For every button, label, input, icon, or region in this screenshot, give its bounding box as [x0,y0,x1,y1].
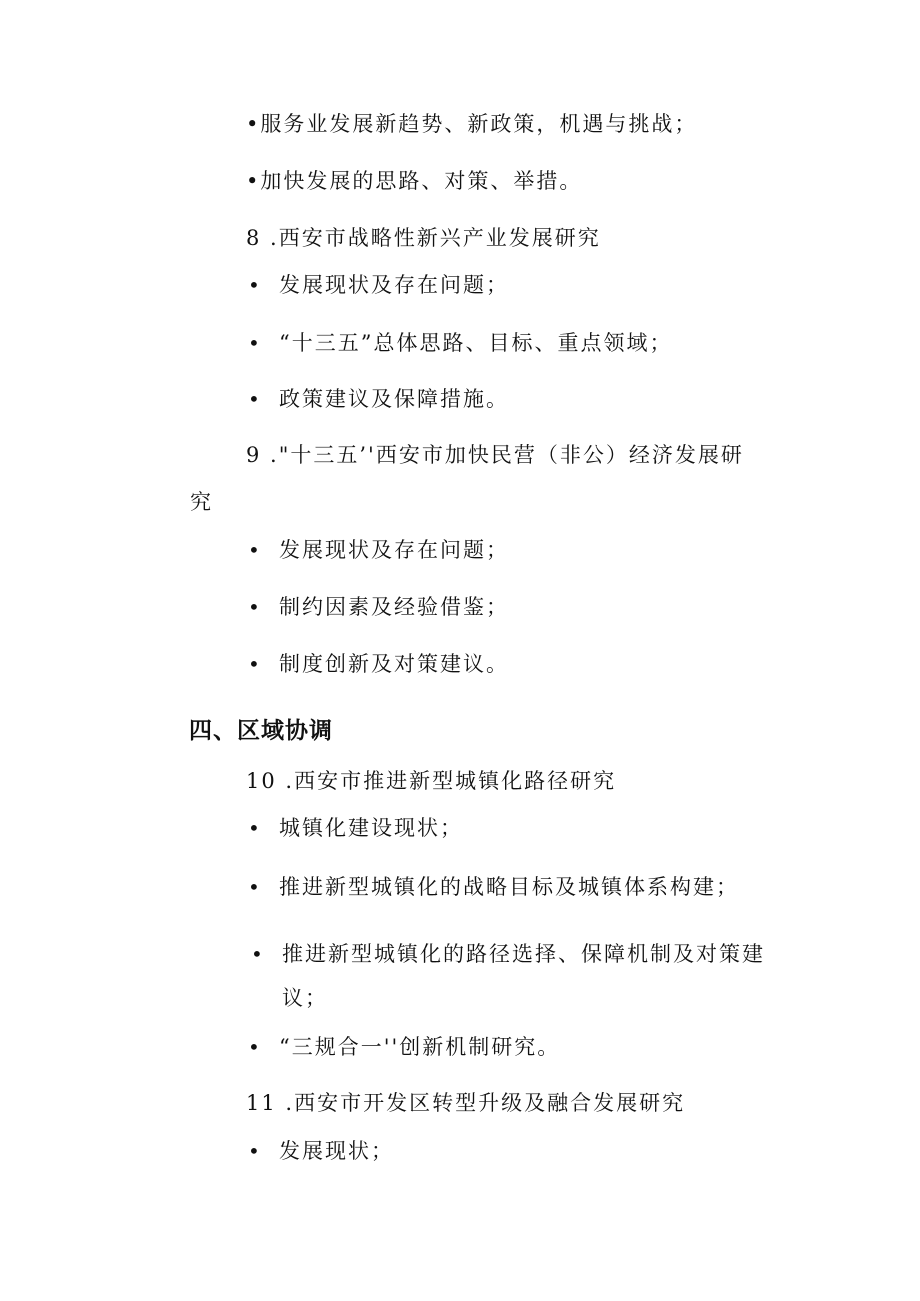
item-10-planning: “三规合一''创新机制研究。 [279,1035,561,1059]
item-service-trends: •服务业发展新趋势、新政策，机遇与挑战； [246,112,698,136]
section-11-title: 11 .西安市开发区转型升级及融合发展研究 [246,1091,686,1115]
item-9-status: 发展现状及存在问题； [279,538,509,562]
bullet-marker: • [248,652,260,676]
item-accelerate-development: •加快发展的思路、对策、举措。 [246,169,583,193]
bullet-marker: • [248,875,260,899]
item-8-policy: 政策建议及保障措施。 [279,387,509,411]
item-11-status: 发展现状； [279,1139,394,1163]
section-9-title-wrap: 究 [190,490,213,514]
section-8-title: 8 .西安市战略性新兴产业发展研究 [246,226,601,250]
item-8-status: 发展现状及存在问题； [279,273,509,297]
section-10-title: 10 .西安市推进新型城镇化路径研究 [246,769,617,793]
item-10-path-wrap: 议； [282,986,328,1010]
bullet-marker: • [248,1139,260,1163]
item-10-status: 城镇化建设现状； [279,816,463,840]
item-10-path: 推进新型城镇化的路径选择、保障机制及对策建 [282,942,765,966]
chapter-4-heading: 四、区域协调 [189,718,333,744]
bullet-marker: • [248,595,260,619]
bullet-marker: • [248,273,260,297]
section-9-title: 9 ."十三五’'西安市加快民营（非公）经济发展研 [246,443,744,467]
bullet-marker: • [251,942,263,966]
bullet-marker: • [248,387,260,411]
item-8-goals: “十三五”总体思路、目标、重点领域； [279,331,673,355]
bullet-marker: • [248,538,260,562]
item-10-goals: 推进新型城镇化的战略目标及城镇体系构建； [279,875,739,899]
bullet-marker: • [248,331,260,355]
item-9-innovation: 制度创新及对策建议。 [279,652,509,676]
item-9-constraints: 制约因素及经验借鉴； [279,595,509,619]
bullet-marker: • [248,816,260,840]
bullet-marker: • [248,1035,260,1059]
